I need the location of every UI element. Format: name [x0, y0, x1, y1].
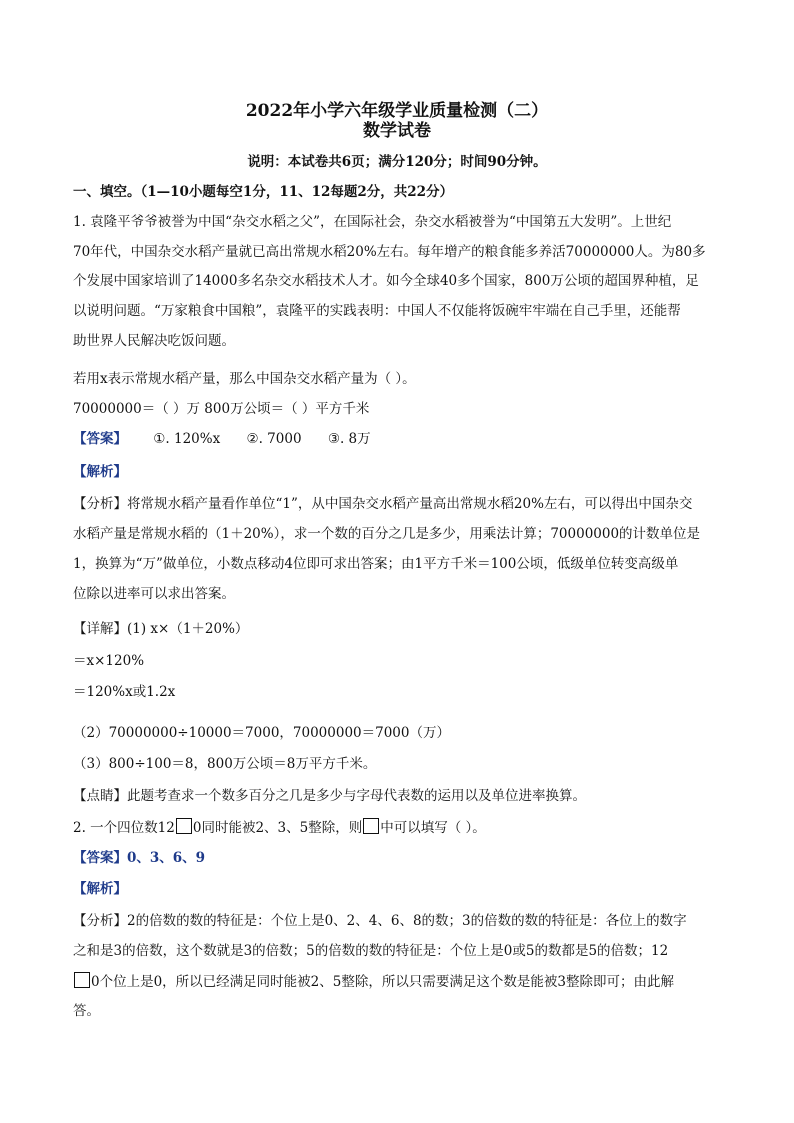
q1-stem-line: 1. 袁隆平爷爷被誉为中国“杂交水稻之父”，在国际社会，杂交水稻被誉为“中国第五大发明”。上世纪 [73, 214, 672, 230]
q2-stem-part: 0同时能被2、3、5整除，则 [192, 820, 363, 836]
q2-analysis-text: 0个位上是0，所以已经满足同时能被2、5整除，所以只需要满足这个数是能被3整除即可；由此解 [91, 974, 674, 990]
q1-stem-line: 以说明问题。“万家粮食中国粮”，袁隆平的实践表明：中国人不仅能将饭碗牢牢端在自己手里，还能帮 [73, 303, 681, 319]
answer-label: 【答案】 [73, 431, 127, 447]
q2-analysis-line: 之和是3的倍数，这个数就是3的倍数；5的倍数的数的特征是：个位上是0或5的数都是5的倍数；12 [73, 943, 669, 959]
q1-comment: 【点睛】此题考查求一个数多百分之几是多少与字母代表数的运用以及单位进率换算。 [73, 788, 586, 804]
q1-stem-line: 个发展中国家培训了14000多名杂交水稻技术人才。如今全球40多个国家，800万公顷的超国界种植，足 [73, 273, 699, 289]
q1-stem-line: 70年代，中国杂交水稻产量就已高出常规水稻20%左右。每年增产的粮食能多养活70000000人。为80多 [73, 244, 706, 260]
q2-analysis-line [73, 972, 723, 991]
section-heading: 一、填空。（1—10小题每空1分，11、12每题2分，共22分） [73, 184, 454, 200]
q2-stem [73, 818, 723, 837]
analysis-label: 【解析】 [73, 881, 127, 897]
q1-analysis-line: 水稻产量是常规水稻的（1＋20%），求一个数的百分之几是多少，用乘法计算；70000000的计数单位是 [73, 526, 701, 542]
analysis-label: 【解析】 [73, 464, 127, 480]
q2-stem-part: 中可以填写（ ）。 [380, 820, 486, 836]
q1-detail-line: （2）70000000÷10000＝7000，70000000＝7000（万） [73, 725, 450, 741]
q1-analysis-line: 位除以进率可以求出答案。 [73, 586, 235, 602]
q2-analysis-line: 答。 [73, 1003, 100, 1019]
q1-analysis-line: 1，换算为“万”做单位，小数点移动4位即可求出答案；由1平方千米＝100公顷，低级单位转变高级单 [73, 556, 679, 572]
q1-analysis-line: 【分析】将常规水稻产量看作单位“1”，从中国杂交水稻产量高出常规水稻20%左右，可以得出中国杂交 [73, 496, 693, 512]
exam-title: 2022年小学六年级学业质量检测（二） [245, 101, 549, 121]
blank-box-icon [176, 818, 192, 834]
answer-item: ③. 8万 [327, 431, 371, 447]
q1-detail-line: 【详解】(1) x×（1＋20%） [73, 621, 249, 637]
q1-ask-2: 70000000＝（ ）万 800万公顷＝（ ）平方千米 [73, 401, 370, 417]
answer-item: ①. 120%x [153, 431, 221, 447]
q1-detail-line: （3）800÷100＝8，800万公顷＝8万平方千米。 [73, 756, 377, 772]
blank-box-icon [74, 972, 90, 988]
exam-instructions: 说明：本试卷共6页；满分120分；时间90分钟。 [247, 154, 547, 170]
exam-subtitle: 数学试卷 [363, 121, 431, 141]
q2-analysis-line: 【分析】2的倍数的数的特征是：个位上是0、2、4、6、8的数；3的倍数的数的特征是：各位上的数字 [73, 913, 687, 929]
answer-item: ②. 7000 [246, 431, 302, 447]
blank-box-icon [363, 818, 379, 834]
q2-answer-text: 【答案】0、3、6、9 [73, 850, 206, 866]
q1-stem-line: 助世界人民解决吃饭问题。 [73, 333, 235, 349]
q1-detail-line: ＝120%x或1.2x [73, 684, 176, 700]
q1-ask-1: 若用x表示常规水稻产量，那么中国杂交水稻产量为（ ）。 [73, 371, 416, 387]
q2-answer [73, 849, 723, 867]
q1-answer [73, 430, 723, 448]
q1-detail-line: ＝x×120% [73, 653, 145, 669]
q2-stem-part: 2. 一个四位数12 [73, 820, 175, 836]
